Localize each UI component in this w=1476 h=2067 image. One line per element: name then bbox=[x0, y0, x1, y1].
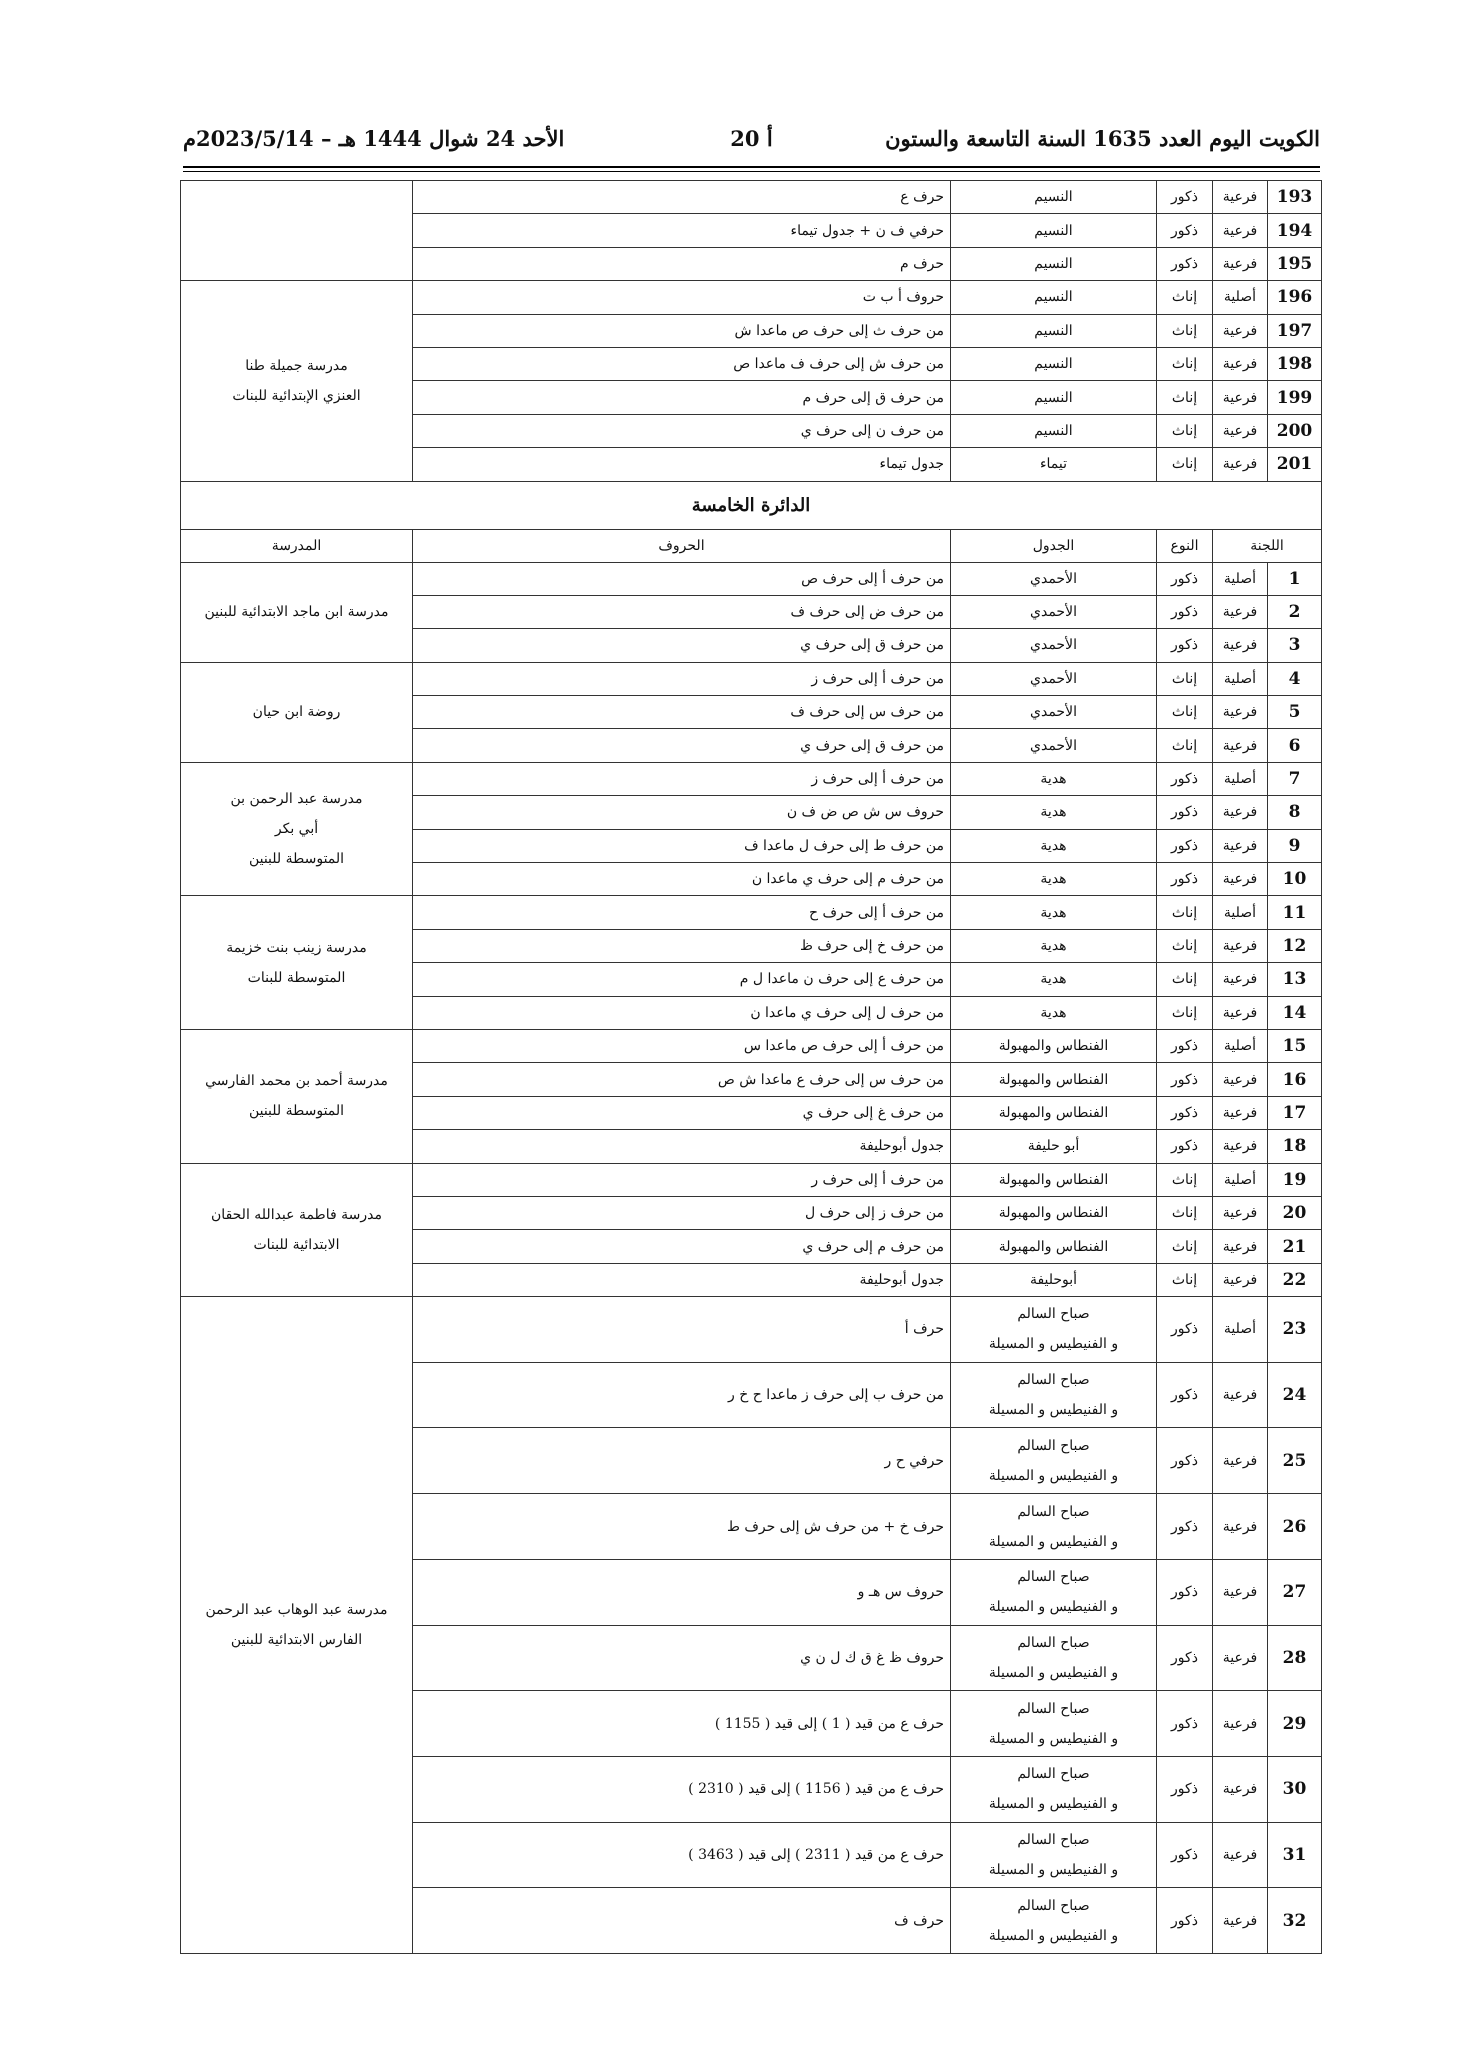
committee-type: أصلية bbox=[1213, 762, 1268, 795]
area-table: النسيم bbox=[951, 247, 1157, 280]
committee-type: فرعية bbox=[1213, 314, 1268, 347]
committee-number: 21 bbox=[1268, 1230, 1322, 1263]
gender: ذكور bbox=[1157, 247, 1213, 280]
letters-range: من حرف س إلى حرف ع ماعدا ش ص bbox=[413, 1063, 951, 1096]
gender: إناث bbox=[1157, 896, 1213, 929]
school-name: مدرسة عبد الرحمن بن أبي بكر المتوسطة للبنين bbox=[181, 762, 413, 896]
gender: إناث bbox=[1157, 1196, 1213, 1229]
letters-range: حروف ظ غ ق ك ل ن ي bbox=[413, 1625, 951, 1691]
committee-number: 18 bbox=[1268, 1130, 1322, 1163]
school-name: مدرسة أحمد بن محمد الفارسي المتوسطة للبنين bbox=[181, 1029, 413, 1163]
committees-table bbox=[180, 180, 1322, 1954]
committee-number: 196 bbox=[1268, 281, 1322, 314]
gender: إناث bbox=[1157, 281, 1213, 314]
area-table: النسيم bbox=[951, 214, 1157, 247]
area-table: أبو حليفة bbox=[951, 1130, 1157, 1163]
area-table: صباح السالم و الفنيطيس و المسيلة bbox=[951, 1362, 1157, 1428]
area-table: الأحمدي bbox=[951, 562, 1157, 595]
committee-number: 26 bbox=[1268, 1494, 1322, 1560]
area-table: الأحمدي bbox=[951, 629, 1157, 662]
committee-number: 5 bbox=[1268, 696, 1322, 729]
committee-number: 17 bbox=[1268, 1096, 1322, 1129]
committee-number: 32 bbox=[1268, 1888, 1322, 1954]
committee-type: فرعية bbox=[1213, 347, 1268, 380]
area-table: صباح السالم و الفنيطيس و المسيلة bbox=[951, 1625, 1157, 1691]
committee-number: 16 bbox=[1268, 1063, 1322, 1096]
letters-range: من حرف أ إلى حرف ز bbox=[413, 662, 951, 695]
committee-type: فرعية bbox=[1213, 1428, 1268, 1494]
gender: ذكور bbox=[1157, 1428, 1213, 1494]
committee-number: 200 bbox=[1268, 414, 1322, 447]
committee-type: فرعية bbox=[1213, 863, 1268, 896]
committee-type: فرعية bbox=[1213, 1888, 1268, 1954]
gender: ذكور bbox=[1157, 863, 1213, 896]
letters-range: من حرف أ إلى حرف ر bbox=[413, 1163, 951, 1196]
committee-type: أصلية bbox=[1213, 562, 1268, 595]
area-table: الأحمدي bbox=[951, 696, 1157, 729]
letters-range: من حرف س إلى حرف ف bbox=[413, 696, 951, 729]
gender: إناث bbox=[1157, 1163, 1213, 1196]
gender: ذكور bbox=[1157, 1297, 1213, 1363]
committee-type: فرعية bbox=[1213, 1362, 1268, 1428]
gender: ذكور bbox=[1157, 762, 1213, 795]
table-row bbox=[181, 896, 1322, 929]
committee-type: أصلية bbox=[1213, 281, 1268, 314]
previous-district-rows bbox=[181, 181, 1322, 482]
col-header-school: المدرسة bbox=[181, 529, 413, 562]
area-table: النسيم bbox=[951, 181, 1157, 214]
area-table: صباح السالم و الفنيطيس و المسيلة bbox=[951, 1822, 1157, 1888]
committee-type: فرعية bbox=[1213, 1196, 1268, 1229]
committee-number: 30 bbox=[1268, 1756, 1322, 1822]
gender: ذكور bbox=[1157, 1559, 1213, 1625]
header-rule-thin bbox=[183, 171, 1320, 172]
committee-number: 4 bbox=[1268, 662, 1322, 695]
committee-number: 7 bbox=[1268, 762, 1322, 795]
page-header bbox=[183, 118, 1320, 162]
area-table: هدية bbox=[951, 863, 1157, 896]
gender: إناث bbox=[1157, 996, 1213, 1029]
area-table: الأحمدي bbox=[951, 595, 1157, 628]
column-header-row bbox=[181, 529, 1322, 562]
area-table: الأحمدي bbox=[951, 662, 1157, 695]
committee-type: فرعية bbox=[1213, 929, 1268, 962]
committee-number: 29 bbox=[1268, 1691, 1322, 1757]
letters-range: حرف م bbox=[413, 247, 951, 280]
area-table: الأحمدي bbox=[951, 729, 1157, 762]
committee-number: 23 bbox=[1268, 1297, 1322, 1363]
letters-range: من حرف خ إلى حرف ظ bbox=[413, 929, 951, 962]
committee-type: فرعية bbox=[1213, 963, 1268, 996]
letters-range: من حرف ز إلى حرف ل bbox=[413, 1196, 951, 1229]
committee-number: 15 bbox=[1268, 1029, 1322, 1062]
committee-number: 22 bbox=[1268, 1263, 1322, 1296]
committee-type: فرعية bbox=[1213, 996, 1268, 1029]
committee-type: فرعية bbox=[1213, 414, 1268, 447]
letters-range: من حرف ع إلى حرف ن ماعدا ل م bbox=[413, 963, 951, 996]
area-table: الفنطاس والمهبولة bbox=[951, 1063, 1157, 1096]
area-table: النسيم bbox=[951, 414, 1157, 447]
committee-number: 1 bbox=[1268, 562, 1322, 595]
letters-range: من حرف ب إلى حرف ز ماعدا ح خ ر bbox=[413, 1362, 951, 1428]
area-table: النسيم bbox=[951, 347, 1157, 380]
header-page-number: أ 20 bbox=[730, 126, 773, 151]
area-table: الفنطاس والمهبولة bbox=[951, 1230, 1157, 1263]
committee-type: أصلية bbox=[1213, 1297, 1268, 1363]
committee-number: 11 bbox=[1268, 896, 1322, 929]
committee-number: 197 bbox=[1268, 314, 1322, 347]
letters-range: من حرف م إلى حرف ي ماعدا ن bbox=[413, 863, 951, 896]
district-section bbox=[181, 481, 1322, 562]
table-row bbox=[181, 1163, 1322, 1196]
col-header-letters: الحروف bbox=[413, 529, 951, 562]
area-table: الفنطاس والمهبولة bbox=[951, 1196, 1157, 1229]
gender: إناث bbox=[1157, 929, 1213, 962]
committee-type: فرعية bbox=[1213, 1756, 1268, 1822]
committee-type: فرعية bbox=[1213, 214, 1268, 247]
committee-number: 3 bbox=[1268, 629, 1322, 662]
committee-type: فرعية bbox=[1213, 1494, 1268, 1560]
school-name: مدرسة فاطمة عبدالله الحقان الابتدائية للبنات bbox=[181, 1163, 413, 1297]
committee-number: 25 bbox=[1268, 1428, 1322, 1494]
letters-range: حرف خ + من حرف ش إلى حرف ط bbox=[413, 1494, 951, 1560]
committee-type: فرعية bbox=[1213, 1822, 1268, 1888]
area-table: صباح السالم و الفنيطيس و المسيلة bbox=[951, 1494, 1157, 1560]
committee-number: 8 bbox=[1268, 796, 1322, 829]
letters-range: حرف ع من قيد ( 1 ) إلى قيد ( 1155 ) bbox=[413, 1691, 951, 1757]
gender: ذكور bbox=[1157, 1063, 1213, 1096]
table-row bbox=[181, 1297, 1322, 1363]
table-row bbox=[181, 762, 1322, 795]
committee-number: 2 bbox=[1268, 595, 1322, 628]
area-table: الفنطاس والمهبولة bbox=[951, 1096, 1157, 1129]
area-table: صباح السالم و الفنيطيس و المسيلة bbox=[951, 1428, 1157, 1494]
letters-range: حرف ع من قيد ( 2311 ) إلى قيد ( 3463 ) bbox=[413, 1822, 951, 1888]
gender: ذكور bbox=[1157, 1494, 1213, 1560]
committee-type: فرعية bbox=[1213, 181, 1268, 214]
area-table: هدية bbox=[951, 963, 1157, 996]
area-table: صباح السالم و الفنيطيس و المسيلة bbox=[951, 1297, 1157, 1363]
committee-number: 19 bbox=[1268, 1163, 1322, 1196]
committee-number: 6 bbox=[1268, 729, 1322, 762]
gender: ذكور bbox=[1157, 595, 1213, 628]
district-five-rows bbox=[181, 562, 1322, 1953]
letters-range: من حرف أ إلى حرف ز bbox=[413, 762, 951, 795]
gender: ذكور bbox=[1157, 1130, 1213, 1163]
committee-type: فرعية bbox=[1213, 1063, 1268, 1096]
letters-range: حروف س ش ص ض ف ن bbox=[413, 796, 951, 829]
gender: إناث bbox=[1157, 963, 1213, 996]
committee-number: 28 bbox=[1268, 1625, 1322, 1691]
committee-type: فرعية bbox=[1213, 595, 1268, 628]
committee-type: فرعية bbox=[1213, 381, 1268, 414]
gender: إناث bbox=[1157, 414, 1213, 447]
area-table: صباح السالم و الفنيطيس و المسيلة bbox=[951, 1559, 1157, 1625]
committee-number: 194 bbox=[1268, 214, 1322, 247]
committee-type: فرعية bbox=[1213, 796, 1268, 829]
committee-number: 201 bbox=[1268, 448, 1322, 481]
committee-number: 20 bbox=[1268, 1196, 1322, 1229]
letters-range: من حرف ق إلى حرف م bbox=[413, 381, 951, 414]
committee-number: 12 bbox=[1268, 929, 1322, 962]
committee-number: 195 bbox=[1268, 247, 1322, 280]
table-row bbox=[181, 562, 1322, 595]
gender: إناث bbox=[1157, 381, 1213, 414]
committee-type: فرعية bbox=[1213, 629, 1268, 662]
gender: ذكور bbox=[1157, 796, 1213, 829]
table-row bbox=[181, 181, 1322, 214]
area-table: النسيم bbox=[951, 281, 1157, 314]
committee-type: فرعية bbox=[1213, 1096, 1268, 1129]
school-name: مدرسة ابن ماجد الابتدائية للبنين bbox=[181, 562, 413, 662]
area-table: تيماء bbox=[951, 448, 1157, 481]
area-table: هدية bbox=[951, 929, 1157, 962]
committee-type: أصلية bbox=[1213, 662, 1268, 695]
committee-number: 13 bbox=[1268, 963, 1322, 996]
table-row bbox=[181, 281, 1322, 314]
gender: إناث bbox=[1157, 1230, 1213, 1263]
gender: إناث bbox=[1157, 729, 1213, 762]
gender: إناث bbox=[1157, 347, 1213, 380]
letters-range: من حرف أ إلى حرف ص bbox=[413, 562, 951, 595]
gender: ذكور bbox=[1157, 562, 1213, 595]
area-table: صباح السالم و الفنيطيس و المسيلة bbox=[951, 1756, 1157, 1822]
committee-type: فرعية bbox=[1213, 1230, 1268, 1263]
letters-range: حرف ع من قيد ( 1156 ) إلى قيد ( 2310 ) bbox=[413, 1756, 951, 1822]
header-issue: الكويت اليوم العدد 1635 السنة التاسعة والستون bbox=[885, 126, 1320, 151]
gender: إناث bbox=[1157, 314, 1213, 347]
table-row bbox=[181, 662, 1322, 695]
committee-type: فرعية bbox=[1213, 1263, 1268, 1296]
letters-range: من حرف ل إلى حرف ي ماعدا ن bbox=[413, 996, 951, 1029]
committee-type: أصلية bbox=[1213, 1163, 1268, 1196]
committee-number: 24 bbox=[1268, 1362, 1322, 1428]
letters-range: جدول أبوحليفة bbox=[413, 1263, 951, 1296]
committee-number: 27 bbox=[1268, 1559, 1322, 1625]
committee-type: فرعية bbox=[1213, 247, 1268, 280]
header-date: الأحد 24 شوال 1444 هـ – 2023/5/14م bbox=[183, 126, 565, 151]
letters-range: من حرف ق إلى حرف ي bbox=[413, 729, 951, 762]
area-table: هدية bbox=[951, 796, 1157, 829]
school-name: مدرسة زينب بنت خزيمة المتوسطة للبنات bbox=[181, 896, 413, 1030]
letters-range: حروف أ ب ت bbox=[413, 281, 951, 314]
area-table: الفنطاس والمهبولة bbox=[951, 1163, 1157, 1196]
area-table: أبوحليفة bbox=[951, 1263, 1157, 1296]
letters-range: جدول أبوحليفة bbox=[413, 1130, 951, 1163]
area-table: هدية bbox=[951, 996, 1157, 1029]
letters-range: من حرف ش إلى حرف ف ماعدا ص bbox=[413, 347, 951, 380]
committee-type: فرعية bbox=[1213, 696, 1268, 729]
gender: ذكور bbox=[1157, 1362, 1213, 1428]
gender: ذكور bbox=[1157, 1625, 1213, 1691]
letters-range: حرفي ف ن + جدول تيماء bbox=[413, 214, 951, 247]
letters-range: من حرف أ إلى حرف ص ماعدا س bbox=[413, 1029, 951, 1062]
gender: إناث bbox=[1157, 662, 1213, 695]
letters-range: حروف س هـ و bbox=[413, 1559, 951, 1625]
gender: ذكور bbox=[1157, 1096, 1213, 1129]
letters-range: من حرف ث إلى حرف ص ماعدا ش bbox=[413, 314, 951, 347]
col-header-gender: النوع bbox=[1157, 529, 1213, 562]
school-name bbox=[181, 181, 413, 281]
committee-type: فرعية bbox=[1213, 1691, 1268, 1757]
gender: ذكور bbox=[1157, 629, 1213, 662]
committee-number: 199 bbox=[1268, 381, 1322, 414]
letters-range: حرفي ح ر bbox=[413, 1428, 951, 1494]
letters-range: من حرف أ إلى حرف ح bbox=[413, 896, 951, 929]
gender: إناث bbox=[1157, 696, 1213, 729]
gender: ذكور bbox=[1157, 1691, 1213, 1757]
letters-range: من حرف ط إلى حرف ل ماعدا ف bbox=[413, 829, 951, 862]
area-table: النسيم bbox=[951, 381, 1157, 414]
letters-range: من حرف غ إلى حرف ي bbox=[413, 1096, 951, 1129]
area-table: الفنطاس والمهبولة bbox=[951, 1029, 1157, 1062]
gender: ذكور bbox=[1157, 829, 1213, 862]
gender: ذكور bbox=[1157, 1756, 1213, 1822]
area-table: صباح السالم و الفنيطيس و المسيلة bbox=[951, 1691, 1157, 1757]
gender: ذكور bbox=[1157, 1029, 1213, 1062]
area-table: هدية bbox=[951, 762, 1157, 795]
letters-range: من حرف ض إلى حرف ف bbox=[413, 595, 951, 628]
gender: ذكور bbox=[1157, 1822, 1213, 1888]
committee-type: فرعية bbox=[1213, 829, 1268, 862]
committee-type: فرعية bbox=[1213, 729, 1268, 762]
letters-range: حرف ع bbox=[413, 181, 951, 214]
letters-range: من حرف ق إلى حرف ي bbox=[413, 629, 951, 662]
area-table: النسيم bbox=[951, 314, 1157, 347]
letters-range: من حرف ن إلى حرف ي bbox=[413, 414, 951, 447]
area-table: صباح السالم و الفنيطيس و المسيلة bbox=[951, 1888, 1157, 1954]
area-table: هدية bbox=[951, 896, 1157, 929]
gender: إناث bbox=[1157, 1263, 1213, 1296]
committee-number: 198 bbox=[1268, 347, 1322, 380]
school-name: مدرسة عبد الوهاب عبد الرحمن الفارس الابتدائية للبنين bbox=[181, 1297, 413, 1954]
gender: ذكور bbox=[1157, 1888, 1213, 1954]
letters-range: من حرف م إلى حرف ي bbox=[413, 1230, 951, 1263]
section-title: الدائرة الخامسة bbox=[181, 481, 1322, 529]
letters-range: حرف أ bbox=[413, 1297, 951, 1363]
gender: ذكور bbox=[1157, 181, 1213, 214]
gender: ذكور bbox=[1157, 214, 1213, 247]
area-table: هدية bbox=[951, 829, 1157, 862]
committee-number: 31 bbox=[1268, 1822, 1322, 1888]
committee-number: 193 bbox=[1268, 181, 1322, 214]
table-row bbox=[181, 1029, 1322, 1062]
committee-type: فرعية bbox=[1213, 1130, 1268, 1163]
header-rule-thick bbox=[183, 166, 1320, 168]
committee-type: أصلية bbox=[1213, 896, 1268, 929]
col-header-table: الجدول bbox=[951, 529, 1157, 562]
committee-type: فرعية bbox=[1213, 448, 1268, 481]
committee-type: أصلية bbox=[1213, 1029, 1268, 1062]
gender: إناث bbox=[1157, 448, 1213, 481]
school-name: مدرسة جميلة طنا العنزي الإبتدائية للبنات bbox=[181, 281, 413, 481]
committee-number: 14 bbox=[1268, 996, 1322, 1029]
letters-range: حرف ف bbox=[413, 1888, 951, 1954]
col-header-committee: اللجنة bbox=[1213, 529, 1322, 562]
letters-range: جدول تيماء bbox=[413, 448, 951, 481]
committee-number: 10 bbox=[1268, 863, 1322, 896]
committee-type: فرعية bbox=[1213, 1625, 1268, 1691]
school-name: روضة ابن حيان bbox=[181, 662, 413, 762]
committee-number: 9 bbox=[1268, 829, 1322, 862]
committee-type: فرعية bbox=[1213, 1559, 1268, 1625]
